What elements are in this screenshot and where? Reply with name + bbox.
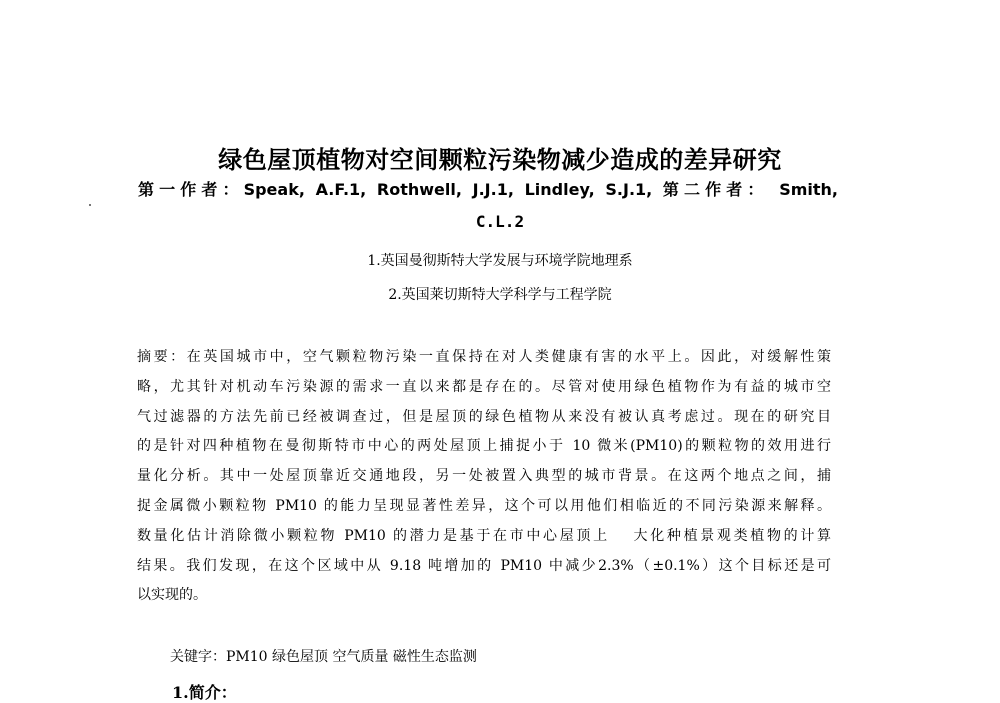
- abstract-line: 气过滤器的方法先前已经被调查过，但是屋顶的绿色植物从来没有被认真考虑过。现在的研究目: [137, 408, 831, 425]
- authors-line-2: C.L.2: [475, 212, 525, 231]
- scan-speck: [89, 204, 91, 206]
- abstract-line: 捉金属微小颗粒物 PM10 的能力呈现显著性差异，这个可以用他们相临近的不同污染源来解释。: [137, 497, 831, 514]
- abstract-line: 摘要：在英国城市中，空气颗粒物污染一直保持在对人类健康有害的水平上。因此，对缓解性策: [137, 349, 831, 365]
- abstract-line: 结果。我们发现，在这个区域中从 9.18 吨增加的 PM10 中减少2.3%（±0.1%）这个目标还是可: [137, 557, 831, 574]
- paper-title: 绿色屋顶植物对空间颗粒污染物减少造成的差异研究: [218, 146, 782, 174]
- authors-line-1: 第一作者：Speak, A.F.1, Rothwell, J.J.1, Lindley, S.J.1, 第二作者： Smith,: [138, 180, 838, 199]
- keywords: 关键字：PM10 绿色屋顶 空气质量 磁性生态监测: [170, 649, 477, 665]
- abstract-line: 数量化估计消除微小颗粒物 PM10 的潜力是基于在市中心屋顶上 大化种植景观类植物的计算: [137, 527, 831, 544]
- abstract-line: 略，尤其针对机动车污染源的需求一直以来都是存在的。尽管对使用绿色植物作为有益的城市空: [137, 378, 831, 395]
- affiliation-2: 2.英国莱切斯特大学科学与工程学院: [388, 287, 612, 303]
- abstract-line: 的是针对四种植物在曼彻斯特市中心的两处屋顶上捕捉小于 10 微米(PM10)的颗粒物的效用进行: [137, 438, 831, 455]
- section-heading: 1.简介：: [172, 683, 237, 702]
- affiliation-1: 1.英国曼彻斯特大学发展与环境学院地理系: [367, 253, 633, 269]
- abstract: [137, 343, 831, 611]
- abstract-line: 以实现的。: [137, 587, 207, 604]
- abstract-line: 量化分析。其中一处屋顶靠近交通地段，另一处被置入典型的城市背景。在这两个地点之间，捕: [137, 468, 831, 485]
